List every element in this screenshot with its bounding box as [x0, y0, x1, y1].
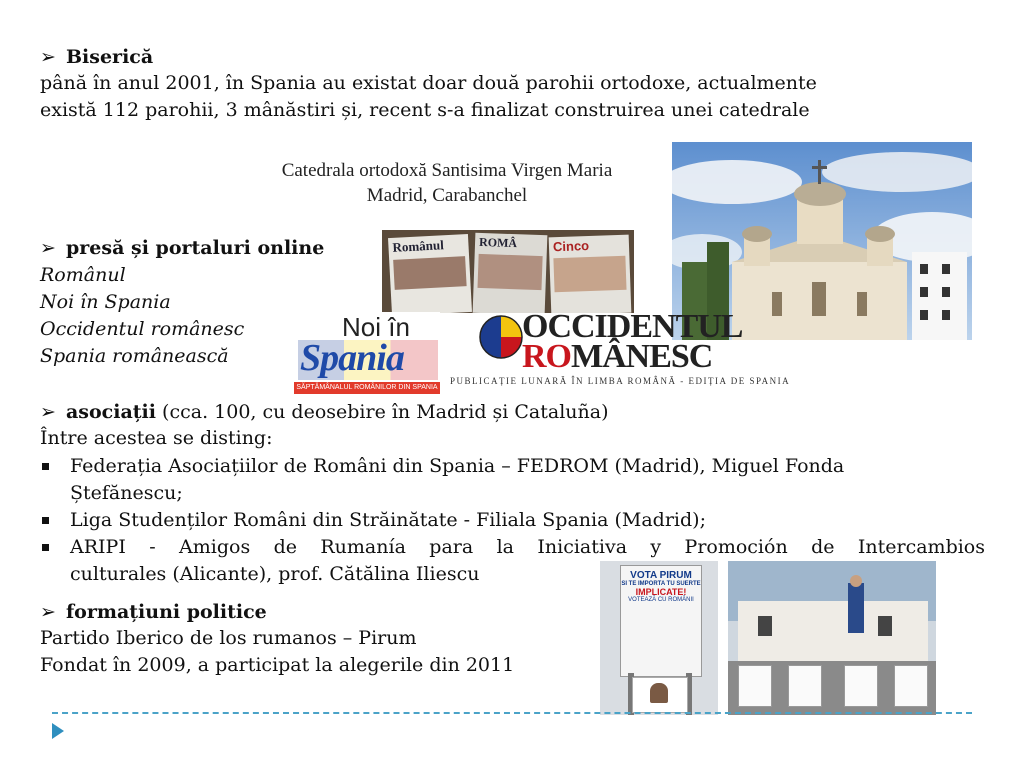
poster-board: VOTA PIRUM SI TE IMPORTA TU SUERTE IMPLICATE! VOTEAZĂ CU ROMÂNII [620, 565, 702, 677]
heading-politice: ➢ formațiuni politice [40, 601, 267, 623]
square-bullet-icon [42, 517, 49, 524]
presa-item-2: Noi în Spania [40, 291, 171, 313]
heading-biserica: ➢ Biserică [40, 46, 154, 68]
campaign-poster-photo [600, 561, 718, 715]
footer-divider [52, 712, 972, 714]
bullet-arrow-icon: ➢ [40, 46, 56, 68]
caption-line2: Madrid, Carabanchel [366, 185, 528, 206]
heading-asociatii: ➢ asociații (cca. 100, cu deosebire în Madrid și Cataluña) [40, 399, 609, 426]
list-item: ARIPI - Amigos de Rumanía para la Iniciativa y Promoción de Intercambios culturales (Alicante), prof. Cătălina Iliescu [40, 534, 985, 588]
bullet-arrow-icon: ➢ [40, 237, 56, 259]
presa-item-1: Românul [40, 264, 126, 286]
occidentul-romanesc-logo [450, 308, 790, 390]
bullet-arrow-icon: ➢ [40, 401, 56, 423]
logo-romanesc-text: ROMÂNESC [522, 338, 713, 375]
logo-spania-text: Spania [300, 337, 404, 379]
presa-item-3: Occidentul românesc [40, 318, 245, 340]
play-arrow-icon [50, 722, 66, 740]
newspaper-2: ROMÂ [473, 233, 548, 313]
biserica-line2: există 112 parohii, 3 mânăstiri și, recent s-a finalizat construirea unei catedrale [40, 99, 810, 121]
bullet-arrow-icon: ➢ [40, 601, 56, 623]
list-item: Liga Studenților Români din Străinătate - Filiala Spania (Madrid); [40, 507, 985, 534]
globe-icon [478, 314, 524, 360]
heading-presa: ➢ presă și portaluri online [40, 237, 325, 259]
noi-in-spania-logo [294, 312, 440, 394]
presa-item-4: Spania românească [40, 345, 229, 367]
rally-photo [728, 561, 936, 715]
logo-occidentul-subtitle: PUBLICAȚIE LUNARĂ ÎN LIMBA ROMÂNĂ - EDIȚIA DE SPANIA [450, 376, 791, 386]
biserica-line1: până în anul 2001, în Spania au existat doar două parohii ortodoxe, actualmente [40, 72, 817, 94]
logo-noi-subtitle: SĂPTĂMÂNALUL ROMÂNILOR DIN SPANIA [294, 382, 440, 394]
list-item: Federația Asociațiilor de Români din Spania – FEDROM (Madrid), Miguel Fonda Ștefănescu; [40, 453, 985, 507]
newspaper-1: Românul [388, 234, 472, 313]
cathedral-caption [232, 158, 662, 208]
newspaper-3: Cinco [549, 235, 632, 313]
square-bullet-icon [42, 463, 49, 470]
politice-line1: Partido Iberico de los rumanos – Pirum [40, 627, 417, 649]
asociatii-intro: Între acestea se disting: [40, 427, 273, 449]
newspapers-photo [382, 230, 634, 313]
logo-occidentul-text: OCCIDENTUL [522, 308, 743, 345]
square-bullet-icon [42, 544, 49, 551]
caption-line1: Catedrala ortodoxă Santisima Virgen Maria [281, 160, 613, 181]
politice-line2: Fondat în 2009, a participat la alegerile din 2011 [40, 654, 515, 676]
logo-noi-in-text: Noi în [342, 312, 410, 342]
